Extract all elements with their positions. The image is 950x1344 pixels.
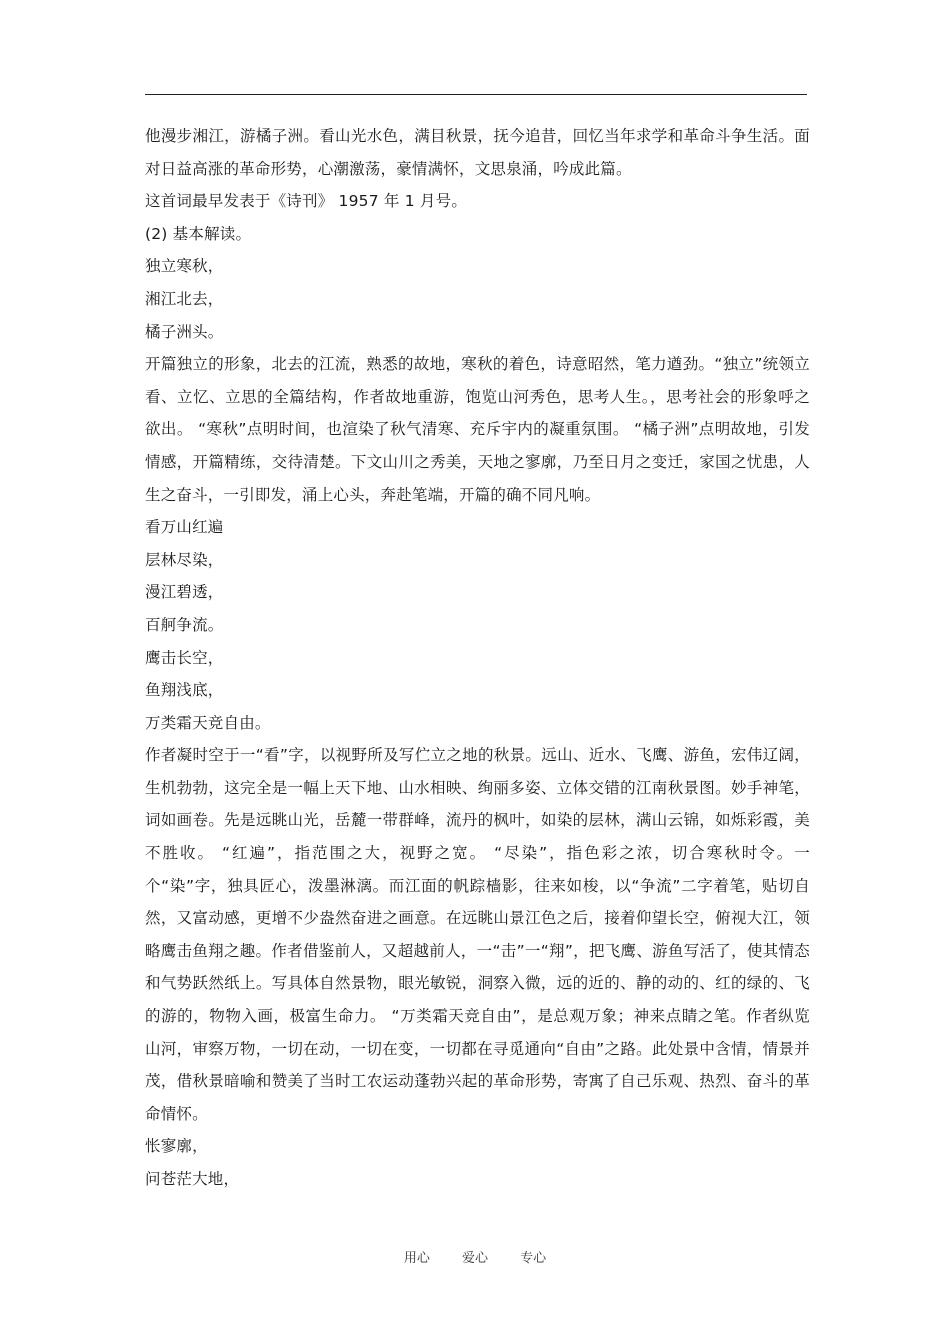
poem-line: 独立寒秋， — [145, 257, 224, 276]
paragraph-publication: 这首词最早发表于《诗刊》 1957 年 1 月号。 — [145, 192, 468, 211]
poem-line: 怅寥廓， — [145, 1137, 208, 1156]
poem-line: 看万山红遍 — [145, 518, 224, 537]
poem-line: 湘江北去， — [145, 289, 224, 308]
poem-line: 漫江碧透， — [145, 583, 224, 602]
poem-line: 层林尽染， — [145, 550, 224, 569]
paragraph-analysis-scenery: 作者凝时空于一“看”字，以视野所及写伫立之地的秋景。远山、近水、飞鹰、游鱼，宏伟辽阔，生机勃勃，这完全是一幅上天下地、山水相映、绚丽多姿、立体交错的江南秋景图。妙手神笔，词如画卷。先是远眺山光，岳麓一带群峰，流丹的枫叶，如染的层林，满山云锦，如烁彩霞，美不胜收。 “红遍”，指范围之大，视野之宽。 “尽染”，指色彩之浓，切合寒秋时令。一个“染”字，独具匠心，泼墨淋漓。而江面的帆踪樯影，往来如梭，以“争流”二字着笔，贴切自然，又富动感，更增不少盎然奋进之画意。在远眺山景江色之后，接着仰望长空，俯视大江，领略鹰击鱼翔之趣。作者借鉴前人，又超越前人，一“击”一“翔”，把飞鹰、游鱼写活了，使其情态和气势跃然纸上。写具体自然景物，眼光敏锐，洞察入微，远的近的、静的动的、红的绿的、飞的游的，物物入画，极富生命力。 “万类霜天竞自由”，是总观万象；神来点睛之笔。作者纵览山河，审察万物，一切在动，一切在变，一切都在寻觅通向“自由”之路。此处景中含情，情景并茂，借秋景暗喻和赞美了当时工农运动蓬勃兴起的革命形势，寄寓了自己乐观、热烈、奋斗的革命情怀。 — [145, 746, 810, 1123]
poem-line: 百舸争流。 — [145, 615, 224, 634]
poem-line: 万类霜天竞自由。 — [145, 713, 271, 732]
poem-line: 橘子洲头。 — [145, 322, 224, 341]
poem-line: 鹰击长空， — [145, 648, 224, 667]
footer-word: 用心 — [403, 1251, 430, 1266]
page-footer — [0, 1247, 950, 1266]
paragraph-analysis-opening: 开篇独立的形象，北去的江流，熟悉的故地，寒秋的着色，诗意昭然，笔力遒劲。“独立”统领立看、立忆、立思的全篇结构，作者故地重游，饱览山河秀色，思考人生。，思考社会的形象呼之欲出。 “寒秋”点明时间，也渲染了秋气清寒、充斥宇内的凝重氛围。 “橘子洲”点明故地，引发情感，开篇精练，交待清楚。下文山川之秀美，天地之寥廓，乃至日月之变迁，家国之忧患，人生之奋斗，一引即发，涌上心头，奔赴笔端，开篇的确不同凡响。 — [145, 355, 810, 504]
footer-word: 专心 — [520, 1251, 547, 1266]
section-heading: (2) 基本解读。 — [145, 224, 252, 243]
footer-word: 爱心 — [461, 1251, 488, 1266]
poem-line: 问苍茫大地， — [145, 1170, 240, 1188]
paragraph-background: 他漫步湘江，游橘子洲。看山光水色，满目秋景，抚今追昔，回忆当年求学和革命斗争生活。面对日益高涨的革命形势，心潮激荡，豪情满怀，文思泉涌，吟成此篇。 — [145, 127, 810, 178]
document-body — [145, 120, 810, 1196]
header-rule — [145, 94, 807, 95]
poem-line: 鱼翔浅底， — [145, 681, 224, 700]
